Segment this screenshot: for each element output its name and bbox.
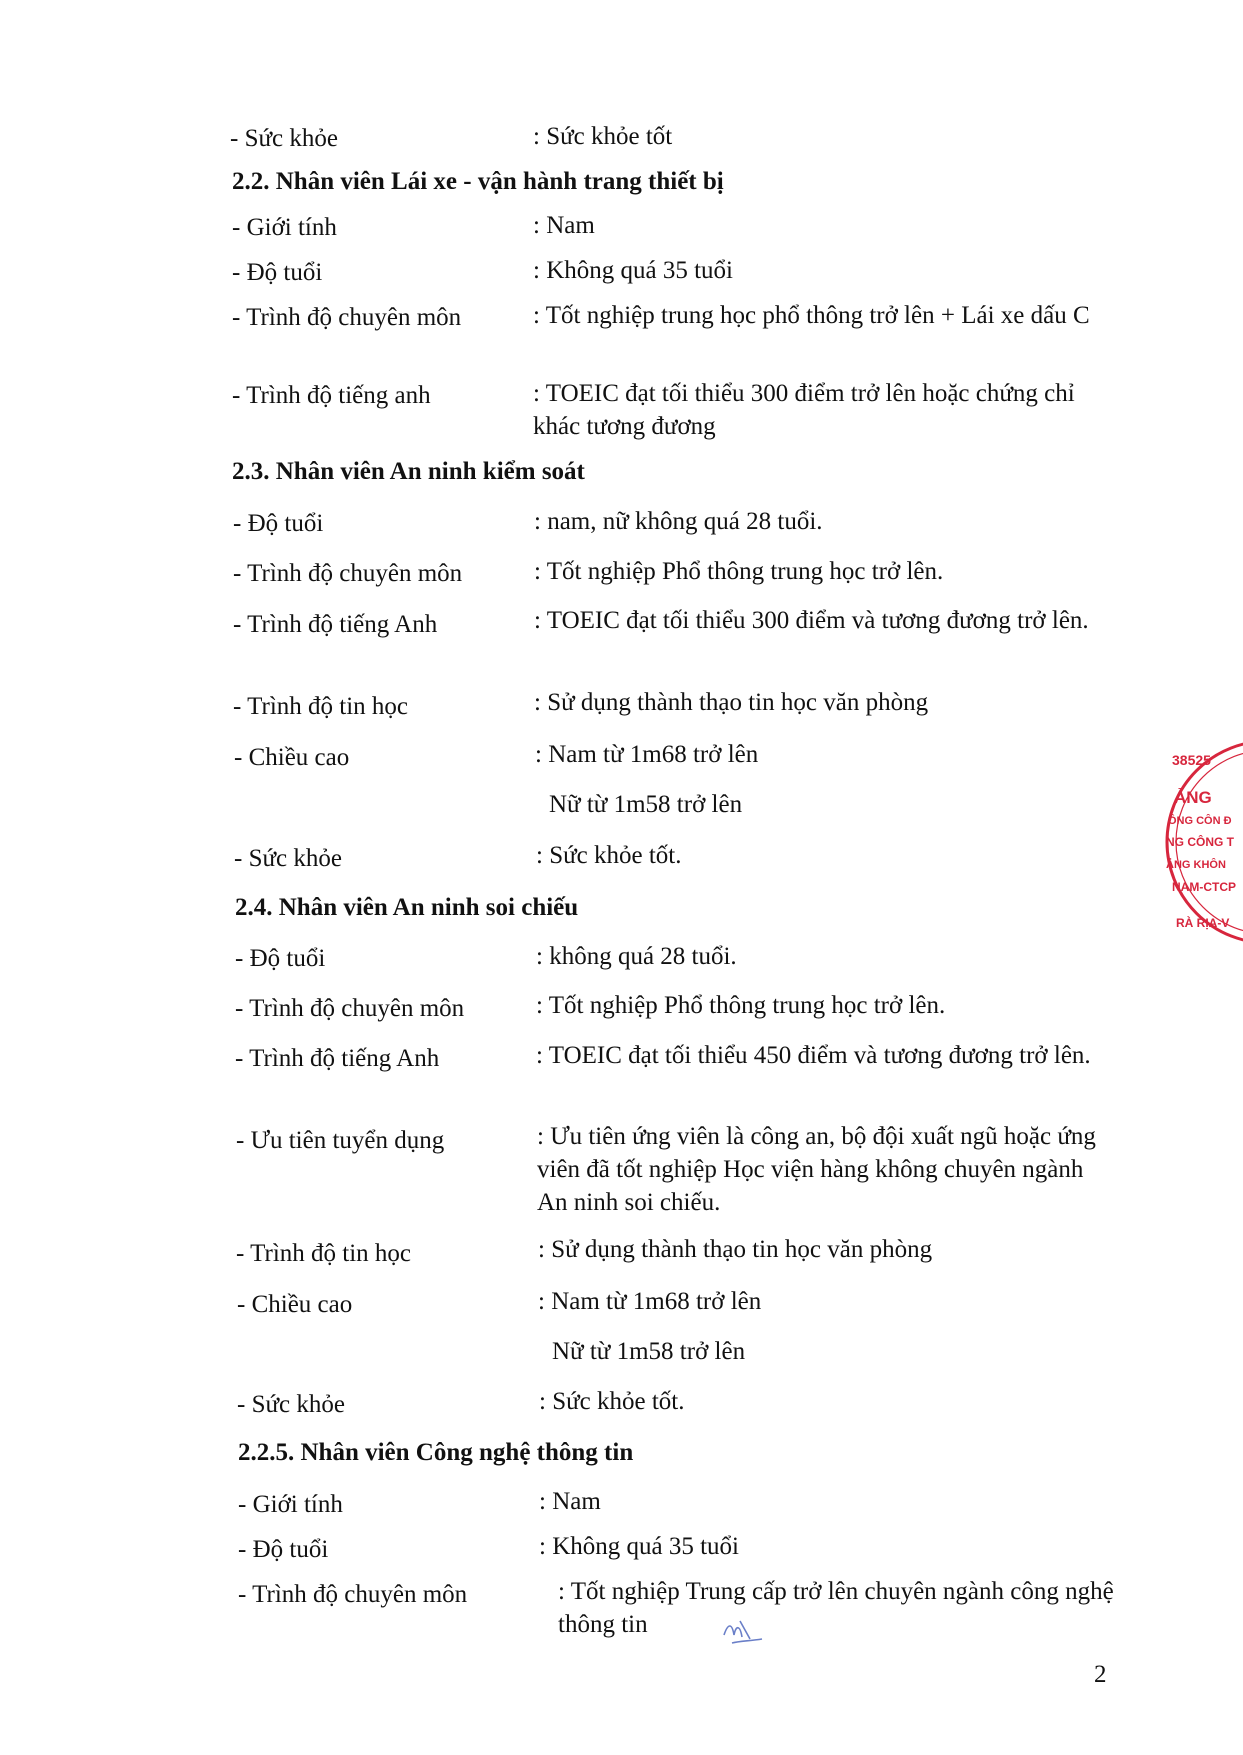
s23-it-label: - Trình độ tin học	[233, 693, 409, 720]
s22-age-value: : Không quá 35 tuổi	[533, 257, 733, 284]
s24-english-value: : TOEIC đạt tối thiểu 450 điểm và tương đương trở lên.	[536, 1042, 1091, 1069]
s24-height-label: - Chiều cao	[237, 1291, 353, 1318]
s225-gender-label: - Giới tính	[238, 1491, 343, 1518]
s22-english-label: - Trình độ tiếng anh	[232, 382, 431, 409]
s225-gender-value: : Nam	[539, 1488, 601, 1515]
s24-it-label: - Trình độ tin học	[236, 1240, 412, 1267]
section-2-4-heading: 2.4. Nhân viên An ninh soi chiếu	[235, 894, 579, 921]
s23-health-label: - Sức khỏe	[234, 845, 342, 872]
s22-gender-value: : Nam	[533, 212, 595, 239]
s24-english-label: - Trình độ tiếng Anh	[235, 1045, 440, 1072]
s23-qualification-label: - Trình độ chuyên môn	[233, 560, 463, 587]
s23-age-value: : nam, nữ không quá 28 tuổi.	[534, 508, 823, 535]
initials-signature-icon	[720, 1615, 765, 1650]
s24-priority-label: - Ưu tiên tuyển dụng	[236, 1127, 445, 1154]
s22-qualification-value: : Tốt nghiệp trung học phổ thông trở lên + Lái xe dấu C	[533, 302, 1090, 329]
s23-age-label: - Độ tuổi	[233, 510, 324, 537]
s23-english-value: : TOEIC đạt tối thiểu 300 điểm và tương đương trở lên.	[534, 607, 1089, 634]
section-2-2-heading: 2.2. Nhân viên Lái xe - vận hành trang thiết bị	[232, 168, 724, 195]
s23-english-label: - Trình độ tiếng Anh	[233, 611, 438, 638]
s24-priority-value: : Ưu tiên ứng viên là công an, bộ đội xuất ngũ hoặc ứng viên đã tốt nghiệp Học viện hàng không chuyên ngành An ninh soi chiếu.	[537, 1123, 1096, 1216]
s24-age-label: - Độ tuổi	[235, 945, 326, 972]
s23-height-label: - Chiều cao	[234, 744, 350, 771]
s22-english-value: : TOEIC đạt tối thiểu 300 điểm trở lên hoặc chứng chỉ khác tương đương	[533, 380, 1075, 440]
page-number: 2	[1094, 1661, 1107, 1688]
s24-height-value: : Nam từ 1m68 trở lên	[538, 1288, 762, 1315]
stamp-text-6: NAM-CTCP	[1172, 880, 1236, 894]
s225-qualification-label: - Trình độ chuyên môn	[238, 1581, 468, 1608]
s24-health-label: - Sức khỏe	[237, 1391, 345, 1418]
s24-health-value: : Sức khỏe tốt.	[539, 1388, 685, 1415]
stamp-text-4: NG CÔNG T	[1166, 835, 1234, 849]
s24-qualification-value: : Tốt nghiệp Phổ thông trung học trở lên.	[536, 992, 946, 1019]
stamp-text-3: ÔNG CÔN Đ	[1168, 815, 1232, 827]
s225-age-value: : Không quá 35 tuổi	[539, 1533, 739, 1560]
s22-age-label: - Độ tuổi	[232, 259, 323, 286]
s23-height-value-female: Nữ từ 1m58 trở lên	[549, 791, 743, 818]
section-2-3-heading: 2.3. Nhân viên An ninh kiểm soát	[232, 458, 585, 485]
s24-height-value-female: Nữ từ 1m58 trở lên	[552, 1338, 746, 1365]
s225-age-label: - Độ tuổi	[238, 1536, 329, 1563]
health-value: : Sức khỏe tốt	[533, 123, 673, 150]
stamp-text-1: 38525	[1172, 752, 1211, 768]
s23-it-value: : Sử dụng thành thạo tin học văn phòng	[534, 689, 929, 716]
s23-height-value: : Nam từ 1m68 trở lên	[535, 741, 759, 768]
s22-gender-label: - Giới tính	[232, 214, 337, 241]
s225-qualification-value: : Tốt nghiệp Trung cấp trở lên chuyên ngành công nghệ thông tin	[558, 1578, 1114, 1638]
health-label: - Sức khỏe	[230, 125, 338, 152]
s24-qualification-label: - Trình độ chuyên môn	[235, 995, 465, 1022]
stamp-text-5: ẢNG KHÔN	[1166, 859, 1226, 871]
section-2-2-5-heading: 2.2.5. Nhân viên Công nghệ thông tin	[238, 1439, 634, 1466]
s23-health-value: : Sức khỏe tốt.	[536, 842, 682, 869]
s24-age-value: : không quá 28 tuổi.	[536, 943, 737, 970]
s23-qualification-value: : Tốt nghiệp Phổ thông trung học trở lên.	[534, 558, 944, 585]
stamp-text-7: RÀ RỊA-V	[1176, 916, 1230, 930]
stamp-text-2: ẢNG	[1174, 788, 1212, 807]
s24-it-value: : Sử dụng thành thạo tin học văn phòng	[538, 1236, 933, 1263]
company-seal-stamp	[1160, 735, 1243, 950]
s22-qualification-label: - Trình độ chuyên môn	[232, 304, 462, 331]
